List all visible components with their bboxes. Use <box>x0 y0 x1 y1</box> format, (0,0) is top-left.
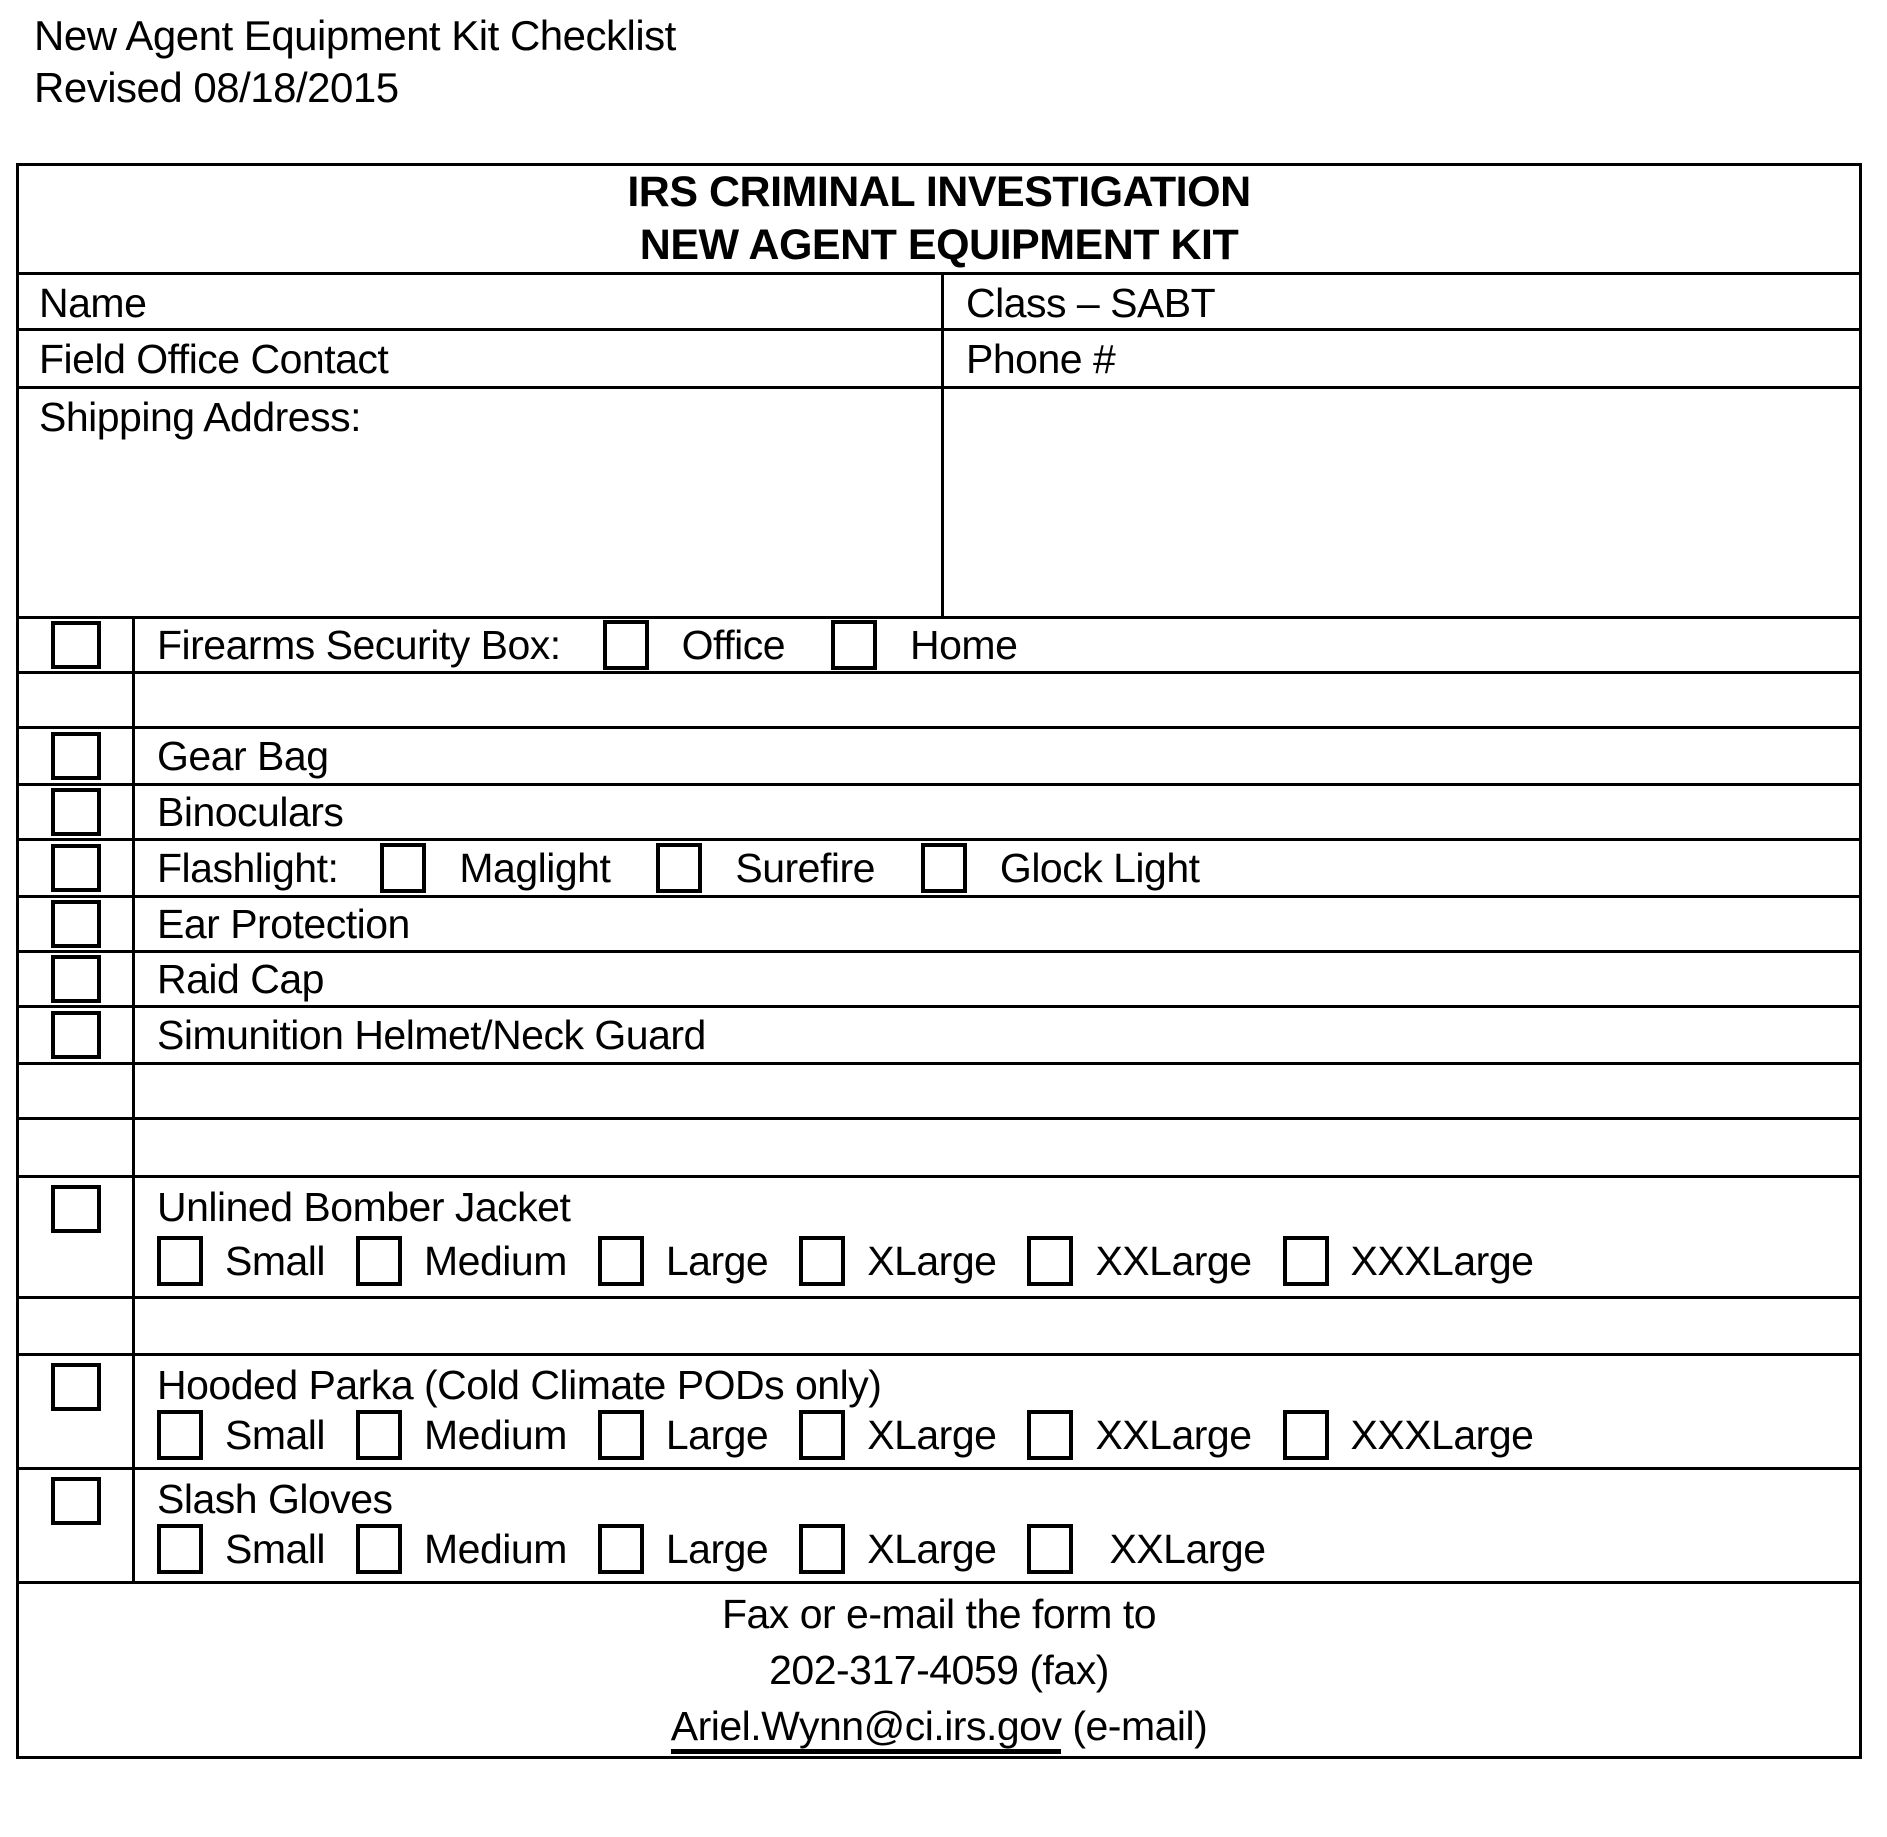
item-content <box>135 1178 1859 1296</box>
item-content <box>135 1299 1859 1353</box>
option-label: Home <box>910 621 1018 668</box>
size-option-xxlarge <box>1027 1236 1251 1286</box>
item-content <box>135 841 1859 895</box>
footer-email-line <box>19 1698 1859 1754</box>
option-label: Office <box>681 621 785 668</box>
size-options <box>157 1410 1859 1460</box>
gear-bag-checkbox[interactable] <box>51 732 101 780</box>
size-label: Medium <box>424 1525 567 1572</box>
item-checkbox-cell <box>19 1120 135 1175</box>
size-option-xxlarge <box>1027 1410 1251 1460</box>
flashlight-checkbox[interactable] <box>51 844 101 892</box>
item-label: Unlined Bomber Jacket <box>157 1184 571 1230</box>
size-label: XLarge <box>867 1237 997 1284</box>
checklist-row-raid-cap <box>19 953 1859 1008</box>
checklist-row-empty <box>19 674 1859 729</box>
item-checkbox-cell <box>19 898 135 950</box>
item-checkbox-cell <box>19 1178 135 1296</box>
shipping-address-label: Shipping Address: <box>39 394 362 440</box>
office-checkbox[interactable] <box>603 620 649 670</box>
size-xxlarge-checkbox[interactable] <box>1027 1410 1073 1460</box>
home-checkbox[interactable] <box>831 620 877 670</box>
shipping-address-right-cell[interactable] <box>941 389 1859 616</box>
equipment-kit-form <box>16 163 1862 1759</box>
size-label: Medium <box>424 1411 567 1458</box>
unlined-bomber-jacket-checkbox[interactable] <box>51 1185 101 1233</box>
footer-fax-number: 202-317-4059 (fax) <box>769 1647 1109 1693</box>
option-maglight <box>380 843 610 893</box>
hooded-parka-checkbox[interactable] <box>51 1363 101 1411</box>
form-title-line2: NEW AGENT EQUIPMENT KIT <box>639 221 1239 269</box>
checklist-row-slash-gloves <box>19 1470 1859 1584</box>
size-label: XLarge <box>867 1525 997 1572</box>
size-label: Large <box>665 1411 769 1458</box>
maglight-checkbox[interactable] <box>380 843 426 893</box>
size-medium-checkbox[interactable] <box>356 1524 402 1574</box>
checklist-row-empty <box>19 1065 1859 1120</box>
size-label: XXLarge <box>1095 1237 1252 1284</box>
size-large-checkbox[interactable] <box>598 1410 644 1460</box>
item-content <box>135 1008 1859 1062</box>
item-content <box>135 898 1859 950</box>
phone-field-cell[interactable] <box>941 331 1859 386</box>
email-suffix: (e-mail) <box>1061 1703 1208 1749</box>
item-content <box>135 1120 1859 1175</box>
size-label: Large <box>665 1237 769 1284</box>
size-medium-checkbox[interactable] <box>356 1236 402 1286</box>
item-label: Ear Protection <box>157 900 410 947</box>
checklist-row-hooded-parka <box>19 1356 1859 1470</box>
size-xxlarge-checkbox[interactable] <box>1027 1236 1073 1286</box>
document-title: New Agent Equipment Kit Checklist <box>34 12 676 59</box>
size-option-medium <box>356 1524 567 1574</box>
firearms-security-box-checkbox[interactable] <box>51 621 101 669</box>
checklist-row-gear-bag <box>19 729 1859 786</box>
size-small-checkbox[interactable] <box>157 1236 203 1286</box>
item-content <box>135 1065 1859 1117</box>
document-revision-date: Revised 08/18/2015 <box>34 64 399 111</box>
name-label: Name <box>39 280 147 326</box>
item-checkbox-cell <box>19 1470 135 1581</box>
simunition-helmet-checkbox[interactable] <box>51 1011 101 1059</box>
size-small-checkbox[interactable] <box>157 1410 203 1460</box>
size-option-xlarge <box>799 1410 996 1460</box>
size-label: XXLarge <box>1109 1525 1266 1572</box>
size-option-large <box>598 1236 768 1286</box>
size-large-checkbox[interactable] <box>598 1236 644 1286</box>
option-label: Glock Light <box>999 844 1200 891</box>
item-label: Simunition Helmet/Neck Guard <box>157 1011 706 1058</box>
size-label: Large <box>665 1525 769 1572</box>
item-checkbox-cell <box>19 953 135 1005</box>
size-option-small <box>157 1236 325 1286</box>
size-medium-checkbox[interactable] <box>356 1410 402 1460</box>
option-label: Maglight <box>459 844 611 891</box>
size-option-xxxlarge <box>1283 1236 1534 1286</box>
form-title-line1: IRS CRIMINAL INVESTIGATION <box>627 168 1251 216</box>
size-option-xxxlarge <box>1283 1410 1534 1460</box>
item-content <box>135 674 1859 726</box>
glock-light-checkbox[interactable] <box>921 843 967 893</box>
ear-protection-checkbox[interactable] <box>51 900 101 948</box>
name-class-row <box>19 275 1859 331</box>
item-label: Raid Cap <box>157 955 324 1002</box>
size-options <box>157 1236 1859 1286</box>
checklist-row-binoculars <box>19 786 1859 841</box>
item-content <box>135 953 1859 1005</box>
item-label: Binoculars <box>157 788 344 835</box>
checklist-row-simunition-helmet <box>19 1008 1859 1065</box>
field-office-contact-label: Field Office Contact <box>39 336 389 382</box>
size-small-checkbox[interactable] <box>157 1524 203 1574</box>
footer-instruction: Fax or e-mail the form to <box>721 1591 1157 1637</box>
option-office <box>603 620 785 670</box>
size-label: XXXLarge <box>1350 1237 1534 1284</box>
checklist-row-empty <box>19 1120 1859 1178</box>
item-label: Gear Bag <box>157 732 329 779</box>
size-option-medium <box>356 1236 567 1286</box>
item-checkbox-cell <box>19 841 135 895</box>
item-checkbox-cell <box>19 1356 135 1467</box>
option-label: Surefire <box>735 844 875 891</box>
item-label: Hooded Parka (Cold Climate PODs only) <box>157 1362 882 1408</box>
name-field-cell[interactable] <box>19 275 941 328</box>
item-label: Flashlight: <box>157 844 339 891</box>
item-checkbox-cell <box>19 619 135 671</box>
option-surefire <box>656 843 875 893</box>
item-label: Firearms Security Box: <box>157 621 561 668</box>
form-footer <box>19 1584 1859 1756</box>
item-content <box>135 729 1859 783</box>
checklist-row-flashlight <box>19 841 1859 898</box>
size-large-checkbox[interactable] <box>598 1524 644 1574</box>
item-label: Slash Gloves <box>157 1476 393 1522</box>
size-xxlarge-checkbox[interactable] <box>1027 1524 1073 1574</box>
checklist-row-ear-protection <box>19 898 1859 953</box>
size-label: Medium <box>424 1237 567 1284</box>
size-xlarge-checkbox[interactable] <box>799 1524 845 1574</box>
class-field-cell[interactable] <box>941 275 1859 328</box>
size-option-large <box>598 1410 768 1460</box>
fieldoffice-phone-row <box>19 331 1859 389</box>
size-label: Small <box>225 1237 326 1284</box>
size-xlarge-checkbox[interactable] <box>799 1410 845 1460</box>
class-label: Class – SABT <box>966 280 1216 326</box>
binoculars-checkbox[interactable] <box>51 788 101 836</box>
phone-label: Phone # <box>966 336 1116 382</box>
size-option-medium <box>356 1410 567 1460</box>
item-content <box>135 786 1859 838</box>
raid-cap-checkbox[interactable] <box>51 955 101 1003</box>
email-link[interactable]: Ariel.Wynn@ci.irs.gov <box>671 1704 1062 1754</box>
size-option-large <box>598 1524 768 1574</box>
item-checkbox-cell <box>19 674 135 726</box>
size-options <box>157 1524 1859 1574</box>
surefire-checkbox[interactable] <box>656 843 702 893</box>
size-xlarge-checkbox[interactable] <box>799 1236 845 1286</box>
document-header <box>34 10 676 114</box>
item-content <box>135 1356 1859 1467</box>
option-glock-light <box>921 843 1200 893</box>
item-checkbox-cell <box>19 1065 135 1117</box>
item-checkbox-cell <box>19 729 135 783</box>
size-label: XLarge <box>867 1411 997 1458</box>
shipping-address-row <box>19 389 1859 619</box>
size-option-small <box>157 1410 325 1460</box>
size-xxxlarge-checkbox[interactable] <box>1283 1236 1329 1286</box>
size-xxxlarge-checkbox[interactable] <box>1283 1410 1329 1460</box>
form-title-row <box>19 166 1859 275</box>
size-label: Small <box>225 1525 326 1572</box>
item-checkbox-cell <box>19 1299 135 1353</box>
size-label: XXXLarge <box>1350 1411 1534 1458</box>
size-label: XXLarge <box>1095 1411 1252 1458</box>
field-office-contact-cell[interactable] <box>19 331 941 386</box>
size-label: Small <box>225 1411 326 1458</box>
slash-gloves-checkbox[interactable] <box>51 1477 101 1525</box>
size-option-xxlarge <box>1027 1524 1265 1574</box>
item-checkbox-cell <box>19 786 135 838</box>
option-home <box>831 620 1017 670</box>
item-content <box>135 1470 1859 1581</box>
size-option-xlarge <box>799 1236 996 1286</box>
size-option-xlarge <box>799 1524 996 1574</box>
checklist-row-empty <box>19 1299 1859 1356</box>
shipping-address-cell[interactable] <box>19 389 941 616</box>
size-option-small <box>157 1524 325 1574</box>
checklist-row-firearms-security-box <box>19 619 1859 674</box>
checklist-row-unlined-bomber-jacket <box>19 1178 1859 1299</box>
item-content <box>135 619 1859 671</box>
item-checkbox-cell <box>19 1008 135 1062</box>
